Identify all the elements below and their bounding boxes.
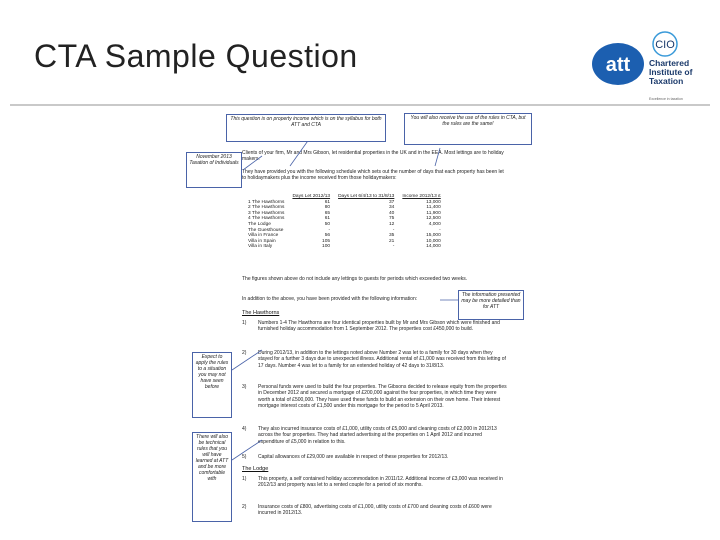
- item-number: 4): [242, 426, 247, 432]
- org-name: Chartered Institute of Taxation: [649, 58, 693, 86]
- table-header-row: Days Let 2012/13 Days Let 6/4/13 to 31/8/13 Income 2012/13 £: [292, 194, 441, 199]
- addition-paragraph: In addition to the above, you have been provided with the following information:: [242, 296, 418, 302]
- list-item: Capital allowances of £29,000 are available in respect of these properties for 2012/13.: [258, 454, 449, 460]
- table-row: Villa in Italy 100 - 14,000: [248, 244, 441, 250]
- list-item: During 2012/13, in addition to the lettings noted above Number 2 was let to a family for 30 days when they stayed for a further 3 days due to unexpected illness. Additional rental of £1,000 was received from this letting of 17 days. Number 4 was let to a family for an extended holiday of 42 days to 31/8/13.: [258, 350, 506, 369]
- table-row: 3 The Hawthorns 65 40 11,900: [248, 210, 441, 216]
- annotation-technical-rules: There will also be technical rules that you will have learned at ATT and be more comfortable with: [192, 432, 232, 522]
- list-item: Personal funds were used to build the four properties. The Gibsons decided to release equity from the properties in December 2012 and secured a mortgage of £200,000 against the four properties, in which time they were worth a total of £500,000. They have used these funds to build an extension on their own home. Their interest mortgage interest costs of £1,500 under this mortgage for the period to 5 April 2013.: [258, 384, 507, 410]
- annotation-more-detail: The information presented may be more detailed than for ATT: [458, 290, 524, 320]
- item-number: 2): [242, 504, 247, 510]
- slide-title: CTA Sample Question: [34, 38, 358, 74]
- table-row: The Lodge 50 12 4,000: [248, 221, 441, 227]
- heading-hawthorns: The Hawthorns: [242, 310, 280, 316]
- item-number: 1): [242, 476, 247, 482]
- annotation-apply-rules: Expect to apply the rules to a situation you may not have seen before: [192, 352, 232, 418]
- item-number: 5): [242, 454, 247, 460]
- annotation-cta-rules: You will also receive the use of the rules in CTA, but the rules are the same!: [404, 113, 532, 145]
- item-number: 1): [242, 320, 247, 326]
- list-item: Numbers 1-4 The Hawthorns are four identical properties built by Mr and Mrs Gibson which were finished and furnished holiday accommodation from 1 September 2012. The properties cost £450,000 to build.: [258, 320, 500, 333]
- list-item: This property, a self contained holiday accommodation in 2011/12. Additional income of £3,000 was received in 2012/13 and property was let to a rented couple for a period of six months.: [258, 476, 503, 489]
- list-item: They also incurred insurance costs of £1,000, utility costs of £5,000 and cleaning costs of £2,000 in 2012/13 across the four properties. They had started advertising at the properties on 1 April 2012 and incurred expenditure of £5,000 in relation to this.: [258, 426, 497, 445]
- annotation-exam-date: November 2013 Taxation of Individuals: [186, 152, 242, 188]
- heading-lodge: The Lodge: [242, 466, 269, 472]
- intro-paragraph: Clients of your firm, Mr and Mrs Gibson, let residential properties in the UK and in the EEA. Most lettings are to holiday makers.: [242, 150, 504, 163]
- table-row: The Guesthouse - - -: [248, 227, 441, 233]
- table-row: 2 The Hawthorns 80 34 11,400: [248, 205, 441, 211]
- item-number: 3): [242, 384, 247, 390]
- item-number: 2): [242, 350, 247, 356]
- table-row: 1 The Hawthorns 61 37 13,000: [248, 199, 441, 205]
- annotation-syllabus: This question is on property income which is on the syllabus for both ATT and CTA: [226, 114, 386, 142]
- org-tagline: Excellence in taxation: [649, 97, 683, 101]
- cio-mark-text: CIO: [655, 39, 675, 51]
- att-mark-text: att: [605, 54, 631, 76]
- schedule-intro: They have provided you with the following schedule which sets out the number of days that each property has been let to holidaymakers plus the income received from those holidaymakers:: [242, 169, 504, 182]
- table-row: Villa in Spain 105 21 10,000: [248, 238, 441, 244]
- list-item: Insurance costs of £800, advertising costs of £1,000, utility costs of £700 and cleaning costs of £600 were incurred in 2012/13.: [258, 504, 492, 517]
- table-row: 4 The Hawthorns 61 75 12,500: [248, 216, 441, 222]
- table-row: Villa in France 56 35 15,000: [248, 233, 441, 239]
- figures-paragraph: The figures shown above do not include any lettings to guests for periods which exceeded two weeks.: [242, 276, 468, 282]
